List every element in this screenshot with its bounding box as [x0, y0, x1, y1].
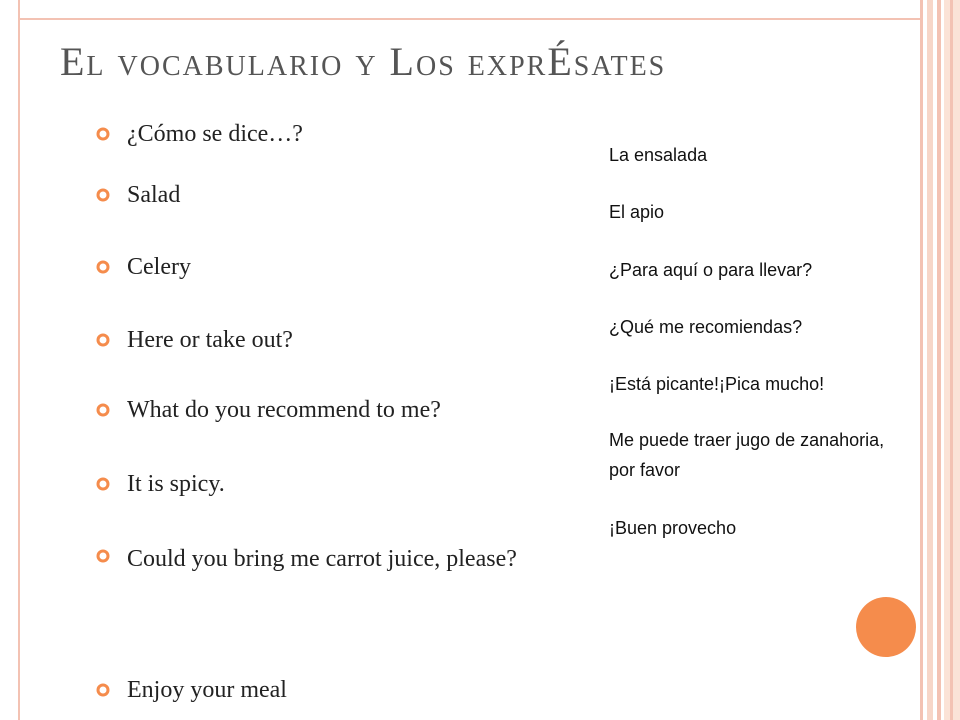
answer-item: ¿Para aquí o para llevar?: [609, 260, 813, 280]
right-stripe: [950, 0, 953, 720]
bullet-text: Celery: [127, 254, 191, 280]
orange-ring-bullet-icon: [96, 127, 110, 141]
answer-item: ¡Buen provecho: [609, 518, 737, 538]
bullet-text: What do you recommend to me?: [127, 397, 441, 423]
right-stripe: [927, 0, 933, 720]
bullet-text: Enjoy your meal: [127, 677, 287, 703]
bullet-item: [96, 384, 616, 436]
orange-ring-bullet-icon: [96, 333, 110, 347]
orange-ring-bullet-icon: [96, 403, 110, 417]
orange-ring-bullet-icon: [96, 188, 110, 202]
bullet-text: Salad: [127, 182, 181, 208]
frame-left-line: [18, 0, 20, 720]
orange-ring-bullet-icon: [96, 477, 110, 491]
bullet-item: [96, 169, 616, 221]
bullet-item: [96, 241, 616, 293]
answer-item: La ensalada: [609, 145, 708, 165]
frame-top-line: [18, 18, 920, 20]
bullet-item: [96, 314, 616, 366]
answer-item: ¿Qué me recomiendas?: [609, 317, 803, 337]
bullet-item: [96, 108, 616, 160]
bullet-text: ¿Cómo se dice…?: [127, 121, 303, 147]
bullet-item: [96, 458, 616, 510]
bullet-text: It is spicy.: [127, 471, 225, 497]
answer-item: ¡Está picante!¡Pica mucho!: [609, 374, 825, 394]
right-stripe: [920, 0, 923, 720]
orange-ring-bullet-icon: [96, 683, 110, 697]
bullet-item: [96, 664, 616, 716]
right-stripe: [937, 0, 941, 720]
answer-item: Me puede traer jugo de zanahoria, por favor: [609, 430, 885, 480]
bullet-text: Here or take out?: [127, 327, 293, 353]
orange-ring-bullet-icon: [96, 549, 110, 563]
slide-title: El vocabulario y Los exprÉsates: [60, 39, 667, 84]
orange-ring-bullet-icon: [96, 260, 110, 274]
orange-circle-decoration: [856, 597, 916, 657]
bullet-item: [96, 530, 566, 589]
answer-item: El apio: [609, 202, 665, 222]
bullet-text: Could you bring me carrot juice, please?: [127, 546, 517, 572]
